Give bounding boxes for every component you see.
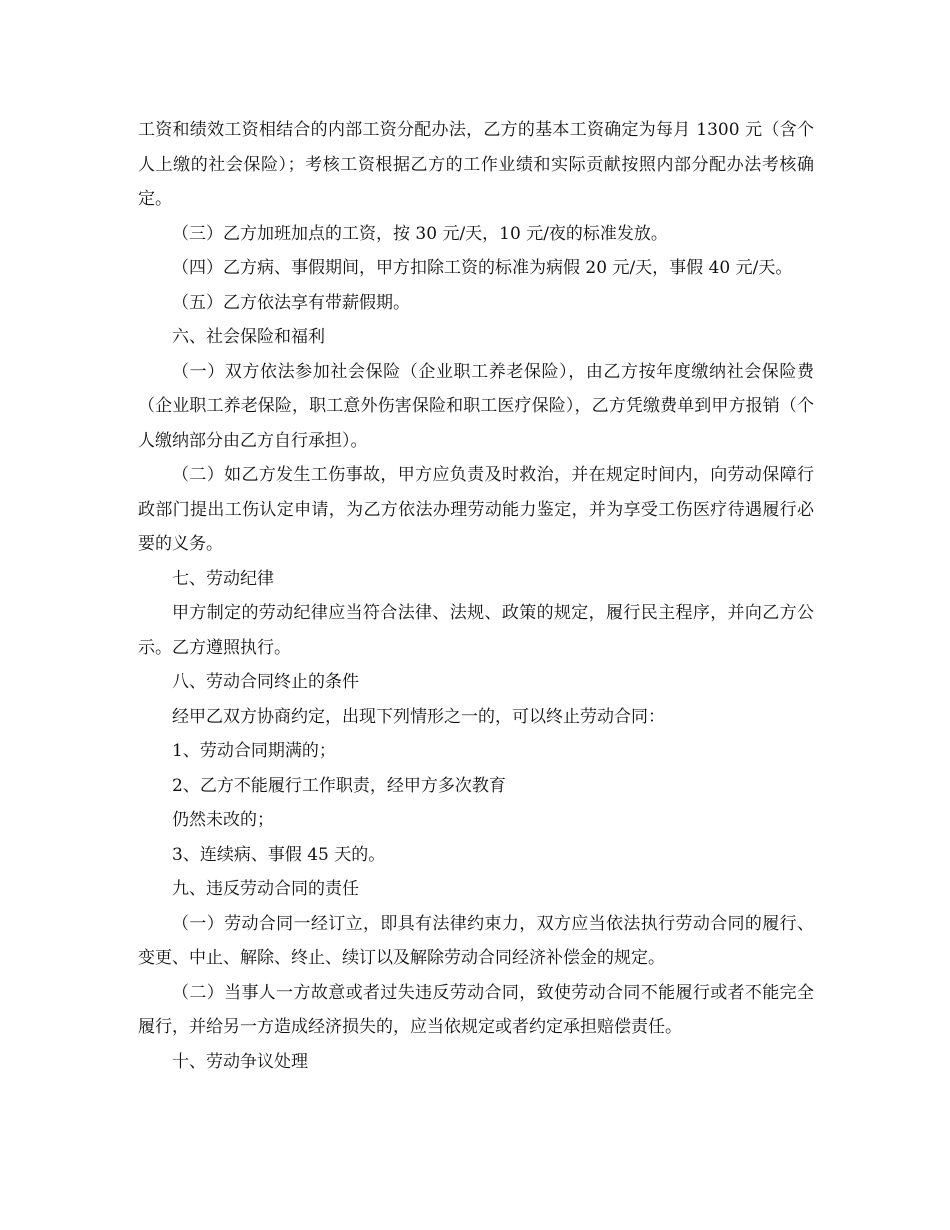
section-heading-breach-liability: 九、违反劳动合同的责任 xyxy=(172,879,359,899)
section-heading-contract-termination: 八、劳动合同终止的条件 xyxy=(172,672,359,692)
paragraph-legal-binding: （一）劳动合同一经订立，即具有法律约束力，双方应当依法执行劳动合同的履行、变更、中止、解除、终止、续订以及解除劳动合同经济补偿金的规定。 xyxy=(138,913,814,968)
list-item-termination-2-continued: 仍然未改的； xyxy=(172,810,274,830)
section-heading-social-insurance: 六、社会保险和福利 xyxy=(172,327,325,347)
list-item-termination-2: 2、乙方不能履行工作职责，经甲方多次教育 xyxy=(172,775,506,796)
document-body xyxy=(138,113,814,1079)
paragraph-work-injury: （二）如乙方发生工伤事故，甲方应负责及时救治，并在规定时间内，向劳动保障行政部门提出工伤认定申请，为乙方依法办理劳动能力鉴定，并为享受工伤医疗待遇履行必要的义务。 xyxy=(138,465,814,554)
paragraph-labor-discipline: 甲方制定的劳动纪律应当符合法律、法规、政策的规定，履行民主程序，并向乙方公示。乙方遵照执行。 xyxy=(138,603,814,658)
paragraph-leave-deduction: （四）乙方病、事假期间，甲方扣除工资的标准为病假 20 元/天，事假 40 元/天。 xyxy=(172,258,793,278)
section-heading-labor-dispute: 十、劳动争议处理 xyxy=(172,1051,308,1072)
list-item-termination-3: 3、连续病、事假 45 天的。 xyxy=(172,844,386,865)
paragraph-compensation-liability: （二）当事人一方故意或者过失违反劳动合同，致使劳动合同不能履行或者不能完全履行，并给另一方造成经济损失的，应当依规定或者约定承担赔偿责任。 xyxy=(138,982,814,1037)
paragraph-salary-distribution: 工资和绩效工资相结合的内部工资分配办法，乙方的基本工资确定为每月 1300 元（含个人上缴的社会保险）；考核工资根据乙方的工作业绩和实际贡献按照内部分配办法考核确定。 xyxy=(138,120,814,209)
paragraph-paid-leave: （五）乙方依法享有带薪假期。 xyxy=(172,292,410,313)
section-heading-labor-discipline: 七、劳动纪律 xyxy=(172,568,274,589)
list-item-termination-1: 1、劳动合同期满的； xyxy=(172,741,336,761)
paragraph-overtime-pay: （三）乙方加班加点的工资，按 30 元/天，10 元/夜的标准发放。 xyxy=(172,223,668,244)
paragraph-termination-intro: 经甲乙双方协商约定，出现下列情形之一的，可以终止劳动合同： xyxy=(172,706,665,727)
paragraph-insurance-participation: （一）双方依法参加社会保险（企业职工养老保险），由乙方按年度缴纳社会保险费（企业职工养老保险，职工意外伤害保险和职工医疗保险），乙方凭缴费单到甲方报销（个人缴纳部分由乙方自行承担）。 xyxy=(138,361,814,451)
